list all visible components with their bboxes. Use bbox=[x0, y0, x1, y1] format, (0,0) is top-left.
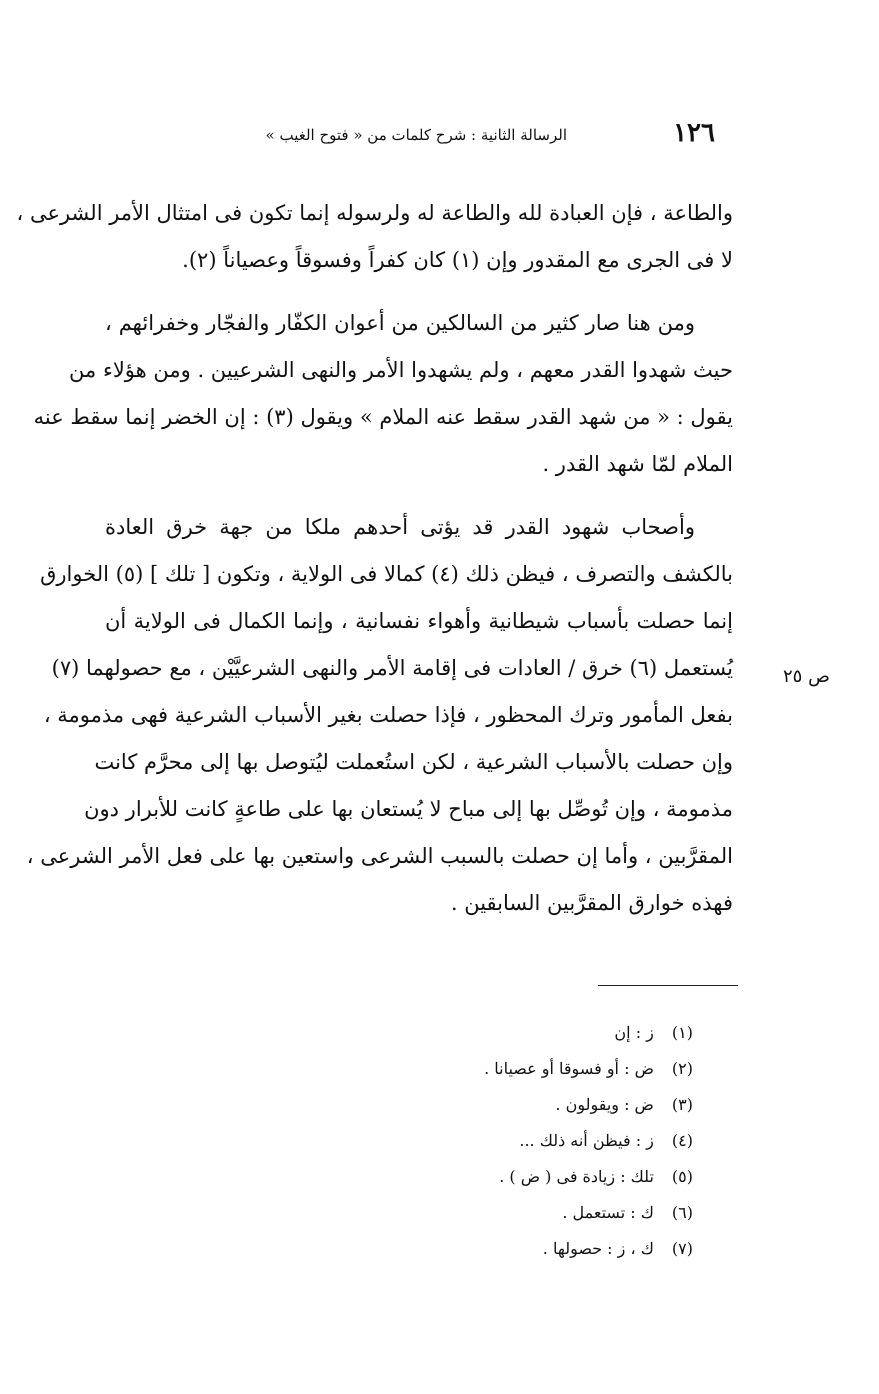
footnote-text: ض : أو فسوقا أو عصيانا . bbox=[484, 1059, 654, 1078]
paragraph bbox=[16, 190, 733, 284]
text-line: يُستعمل (٦) خرق / العادات فى إقامة الأمر والنهى الشرعيَّيْن ، مع حصولهما (٧) bbox=[51, 656, 733, 680]
footnote-number: (٤) bbox=[671, 1131, 693, 1150]
paragraph bbox=[26, 504, 733, 927]
paragraph bbox=[33, 300, 733, 488]
footnote bbox=[193, 1195, 693, 1231]
footnote-number: (٣) bbox=[671, 1095, 693, 1114]
footnote-text: ز : فيظن أنه ذلك ... bbox=[519, 1131, 654, 1150]
footnote bbox=[193, 1015, 693, 1051]
text-line: ومن هنا صار كثير من السالكين من أعوان الكفّار والفجّار وخفرائهم ، bbox=[105, 311, 695, 335]
running-header bbox=[260, 118, 715, 158]
page-number: ١٢٦ bbox=[673, 118, 715, 148]
text-line: والطاعة ، فإن العبادة لله والطاعة له ولرسوله إنما تكون فى امتثال الأمر الشرعى ، bbox=[16, 201, 733, 225]
footnote-text: ز : إن bbox=[614, 1023, 654, 1042]
footnote-number: (٦) bbox=[671, 1203, 693, 1222]
footnote-separator bbox=[598, 985, 738, 986]
main-text bbox=[16, 190, 733, 943]
footnote bbox=[193, 1159, 693, 1195]
text-line: بفعل المأمور وترك المحظور ، فإذا حصلت بغير الأسباب الشرعية فهى مذمومة ، bbox=[43, 703, 733, 727]
text-line: يقول : « من شهد القدر سقط عنه الملام » ويقول (٣) : إن الخضر إنما سقط عنه bbox=[33, 405, 733, 429]
text-line: إنما حصلت بأسباب شيطانية وأهواء نفسانية ، وإنما الكمال فى الولاية أن bbox=[105, 609, 733, 633]
text-line: وأصحاب شهود القدر قد يؤتى أحدهم ملكا من جهة خرق العادة bbox=[105, 515, 695, 539]
footnote bbox=[193, 1051, 693, 1087]
margin-page-reference: ص ٢٥ bbox=[783, 666, 830, 687]
footnote bbox=[193, 1087, 693, 1123]
footnote-text: ك ، ز : حصولها . bbox=[542, 1239, 654, 1258]
footnote-text: تلك : زيادة فى ( ض ) . bbox=[499, 1167, 654, 1186]
text-line: بالكشف والتصرف ، فيظن ذلك (٤) كمالا فى الولاية ، وتكون [ تلك ] (٥) الخوارق bbox=[40, 562, 733, 586]
text-line: المقرَّبين ، وأما إن حصلت بالسبب الشرعى واستعين بها على فعل الأمر الشرعى ، bbox=[26, 844, 733, 868]
text-line: مذمومة ، وإن تُوصِّل بها إلى مباح لا يُستعان بها على طاعةٍ كانت للأبرار دون bbox=[84, 797, 733, 821]
footnote-number: (٧) bbox=[671, 1239, 693, 1258]
footnotes bbox=[193, 1015, 693, 1267]
text-line: حيث شهدوا القدر معهم ، ولم يشهدوا الأمر والنهى الشرعيين . ومن هؤلاء من bbox=[69, 358, 733, 382]
footnote-text: ك : تستعمل . bbox=[562, 1203, 654, 1222]
text-line: وإن حصلت بالأسباب الشرعية ، لكن استُعملت ليُتوصل بها إلى محرَّم كانت bbox=[94, 750, 733, 774]
footnote bbox=[193, 1231, 693, 1267]
header-title: الرسالة الثانية : شرح كلمات من « فتوح الغيب » bbox=[265, 126, 567, 144]
text-line: فهذه خوارق المقرَّبين السابقين . bbox=[450, 891, 733, 915]
footnote-number: (٥) bbox=[671, 1167, 693, 1186]
text-line: لا فى الجرى مع المقدور وإن (١) كان كفراً وفسوقاً وعصياناً (٢). bbox=[182, 248, 733, 272]
text-line: الملام لمّا شهد القدر . bbox=[542, 452, 733, 476]
footnote bbox=[193, 1123, 693, 1159]
footnote-number: (٢) bbox=[671, 1059, 693, 1078]
footnote-text: ض : ويقولون . bbox=[555, 1095, 654, 1114]
footnote-number: (١) bbox=[671, 1023, 693, 1042]
